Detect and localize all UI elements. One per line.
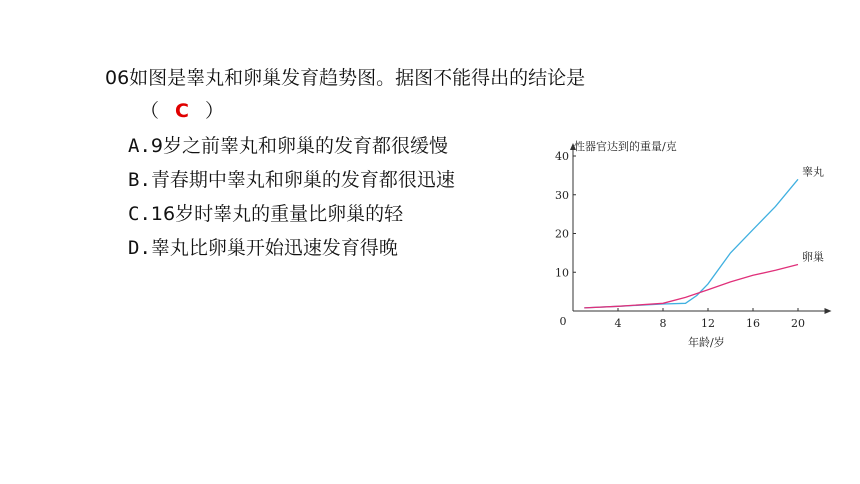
origin-label: 0 [559, 315, 567, 328]
chart-axes [570, 143, 832, 314]
y-tick-label: 40 [555, 150, 569, 163]
option-a [128, 131, 455, 165]
option-letter: B. [128, 169, 151, 191]
option-letter: D. [128, 237, 151, 259]
option-c [128, 199, 455, 233]
y-axis-label: 性器官达到的重量/克 [574, 140, 677, 153]
option-text: 睾丸比卵巢开始迅速发育得晚 [150, 237, 398, 259]
question-text: 06如图是睾丸和卵巢发育趋势图。据图不能得出的结论是 [105, 67, 586, 89]
x-tick-label: 16 [746, 317, 760, 330]
y-tick-label: 20 [555, 227, 569, 241]
answer-line [140, 97, 224, 125]
y-tick-label: 10 [555, 266, 569, 280]
x-tick-label: 20 [791, 317, 805, 330]
options-list [128, 131, 455, 267]
series-label: 睾丸 [802, 165, 824, 179]
chart-series [584, 164, 824, 308]
option-text: 9岁之前睾丸和卵巢的发育都很缓慢 [150, 135, 448, 157]
series-line-1 [584, 179, 798, 308]
y-tick-label: 30 [555, 188, 569, 202]
x-axis-label: 年龄/岁 [688, 336, 725, 349]
x-axis-arrow [825, 308, 832, 314]
answer-open-paren: （ [140, 100, 160, 122]
x-tick-label: 12 [701, 317, 715, 330]
answer-value: C [175, 100, 189, 122]
option-text: 青春期中睾丸和卵巢的发育都很迅速 [150, 169, 455, 191]
option-text: 16岁时睾丸的重量比卵巢的轻 [150, 203, 404, 225]
x-tick-label: 4 [614, 317, 622, 330]
x-tick-label: 8 [659, 317, 667, 330]
series-line-2 [584, 265, 798, 308]
option-letter: C. [128, 203, 151, 225]
answer-close-paren: ） [204, 100, 224, 122]
organ-weight-chart [540, 130, 824, 355]
option-d [128, 233, 455, 267]
option-letter: A. [128, 135, 151, 157]
series-label: 卵巢 [802, 250, 824, 264]
option-b [128, 165, 455, 199]
